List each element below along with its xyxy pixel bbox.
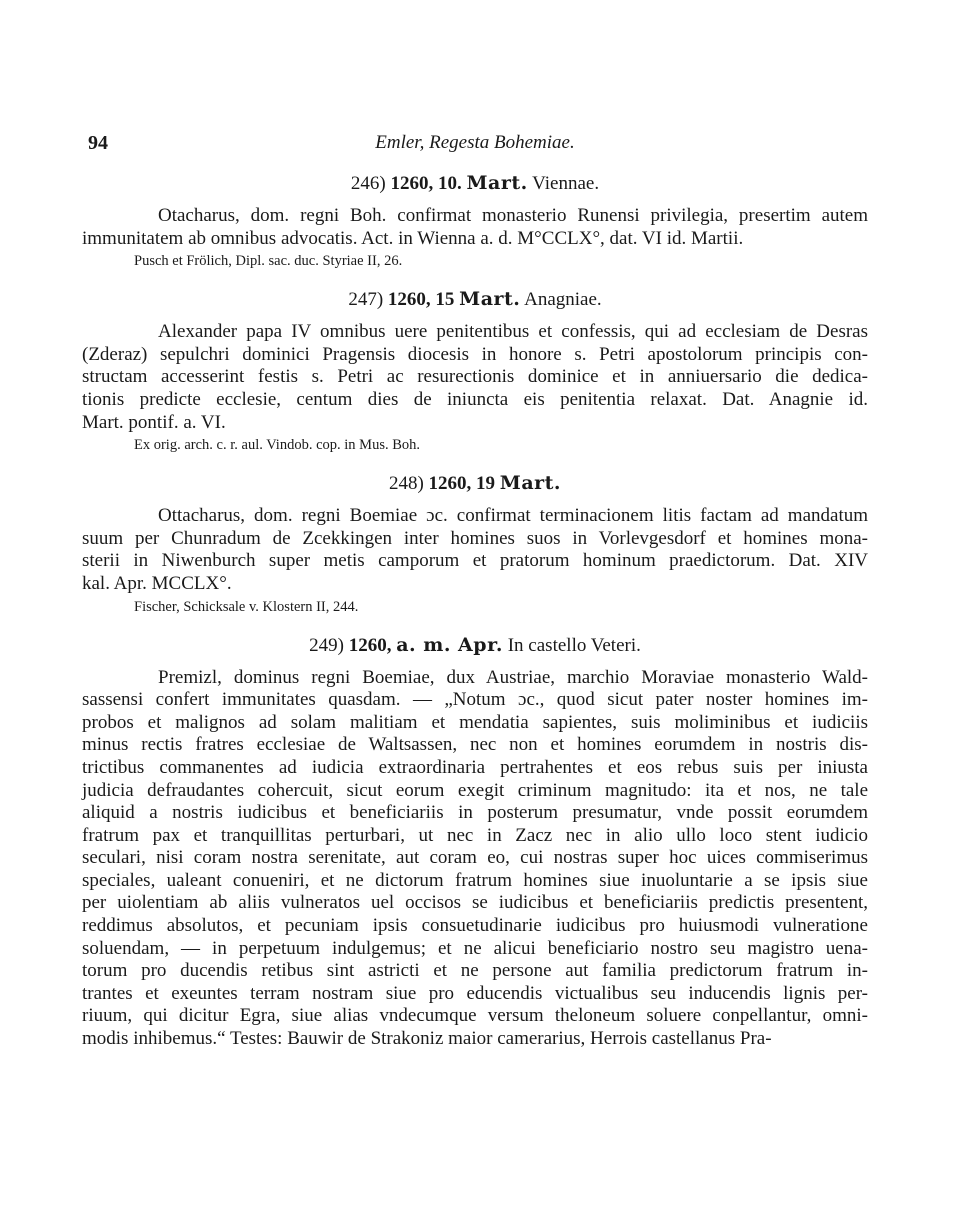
text-line: Mart. pontif. a. VI.: [82, 411, 226, 433]
text-line: torum pro ducendis retibus sint astricti et ne persone aut familia predictorum fratrum in-: [82, 960, 868, 982]
entry-text: [82, 205, 868, 250]
text-line: minus rectis fratres ecclesiae de Waltsassen, nec non et homines eorumdem in nostris dis-: [82, 734, 868, 756]
text-line: aliquid a nostris iudicibus et beneficiariis in posterum presumatur, vnde possit eorumdem: [82, 802, 868, 824]
entry-date: 1260, 15: [387, 289, 455, 311]
regest-entry: [82, 632, 868, 1051]
entry-number: 246): [350, 173, 386, 194]
running-title: Emler, Regesta Bohemiae.: [375, 132, 575, 153]
entry-place: Anagniae.: [524, 289, 602, 311]
text-line: Premizl, dominus regni Boemiae, dux Austriae, marchio Moraviae monasterio Wald-: [158, 666, 868, 688]
entry-text: [82, 505, 868, 595]
entry-number: 247): [348, 289, 384, 311]
text-line: riuum, qui dicitur Egra, siue alias vndecumque versum theloneum soluere conpellantur, omni-: [82, 1005, 868, 1027]
entry-place: Viennae.: [532, 173, 600, 194]
entries-list: [82, 170, 868, 1051]
entry-month: a. m. Apr.: [396, 633, 503, 656]
text-line: suum per Chunradum de Zcekkingen inter homines suos in Vorlevgesdorf et homines mona-: [82, 527, 868, 549]
text-line: (Zderaz) sepulchri dominici Pragensis diocesis in honore s. Petri apostolorum principis con-: [82, 343, 868, 365]
text-line: sassensi confert immunitates quasdam. — „Notum ɔc., quod sicut pater noster homines im-: [82, 689, 868, 711]
regest-entry: [82, 286, 868, 454]
running-header: [82, 128, 868, 162]
text-line: judicia defraudantes cohercuit, sicut eorum exegit criminum magnitudo: ita et nos, ne tale: [82, 779, 868, 801]
entry-month: Mart.: [466, 172, 528, 194]
regest-entry: [82, 170, 868, 270]
document-page: [82, 128, 868, 1067]
entry-place: In castello Veteri.: [507, 634, 641, 656]
text-line: immunitatem ab omnibus advocatis. Act. in Wienna a. d. M°CCLX°, dat. VI id. Martii.: [82, 227, 744, 249]
text-line: fratrum pax et tranquillitas perturbari, ut nec in Zacz nec in alio ullo loco stent iudicio: [82, 824, 868, 846]
regest-entry: [82, 470, 868, 615]
text-line: Alexander papa IV omnibus uere penitentibus et confessis, qui ad ecclesiam de Desras: [158, 321, 868, 343]
text-line: reddimus absolutos, et pecuniam ipsis consuetudinarie iudicibus pro huiusmodi vulneratione: [82, 915, 868, 937]
entry-date: 1260, 10.: [390, 173, 462, 194]
text-line: trictibus commanentes ad iudicia extraordinaria pertrahentes et eos rebus suis per iniusta: [82, 756, 868, 778]
text-line: kal. Apr. MCCLX°.: [82, 572, 232, 594]
entry-number: 248): [388, 473, 424, 495]
text-line: sterii in Niwenburch super metis camporum et pratorum hominum praedictorum. Dat. XIV: [82, 550, 868, 572]
source-citation: Ex orig. arch. c. r. aul. Vindob. cop. in Mus. Boh.: [134, 437, 421, 454]
source-citation: Fischer, Schicksale v. Klostern II, 244.: [134, 598, 359, 615]
entry-heading: [82, 470, 868, 497]
text-line: trantes et exeuntes terram nostram siue pro educendis victualibus seu inducendis lignis per-: [82, 982, 868, 1004]
entry-month: Mart.: [459, 288, 521, 311]
text-line: modis inhibemus.“ Testes: Bauwir de Strakoniz maior camerarius, Herrois castellanus Pra-: [82, 1028, 772, 1050]
entry-month: Mart.: [499, 472, 562, 495]
text-line: tionis predicte ecclesie, centum dies de iniuncta eis penitentia relaxat. Dat. Anagnie id.: [82, 388, 868, 410]
text-line: soluendam, — in perpetuum indulgemus; et ne alicui beneficiario nostro seu magistro uena-: [82, 937, 868, 959]
entry-heading: [82, 632, 868, 659]
text-line: structam accesserint festis s. Petri ac resurectionis dominice et in anniuersario die dedica-: [82, 366, 868, 388]
entry-heading: [82, 286, 868, 313]
page-number: 94: [88, 132, 108, 154]
source-citation: Pusch et Frölich, Dipl. sac. duc. Styriae II, 26.: [134, 253, 403, 270]
entry-number: 249): [309, 634, 344, 656]
entry-heading: [82, 170, 868, 197]
text-line: per uiolentiam ab aliis vulneratos uel occisos se iudicibus et beneficiariis predictis presentent,: [82, 892, 868, 914]
text-line: Ottacharus, dom. regni Boemiae ɔc. confirmat terminacionem litis factam ad mandatum: [158, 505, 868, 527]
entry-date: 1260, 19: [428, 473, 496, 495]
text-line: Otacharus, dom. regni Boh. confirmat monasterio Runensi privilegia, presertim autem: [158, 205, 868, 226]
text-line: speciales, ualeant conueniri, et ne dictorum fratrum homines siue inuoluntarie a se ipsis siue: [82, 869, 868, 891]
text-line: probos et malignos ad solam malitiam et mendatia sapientes, suis moliminibus et iudiciis: [82, 711, 868, 733]
text-line: seculari, nisi coram nostra serenitate, aut coram eo, cui nostras super hoc uices commiserimus: [82, 847, 868, 869]
entry-text: [82, 667, 868, 1051]
entry-text: [82, 321, 868, 434]
entry-date: 1260,: [348, 634, 392, 656]
